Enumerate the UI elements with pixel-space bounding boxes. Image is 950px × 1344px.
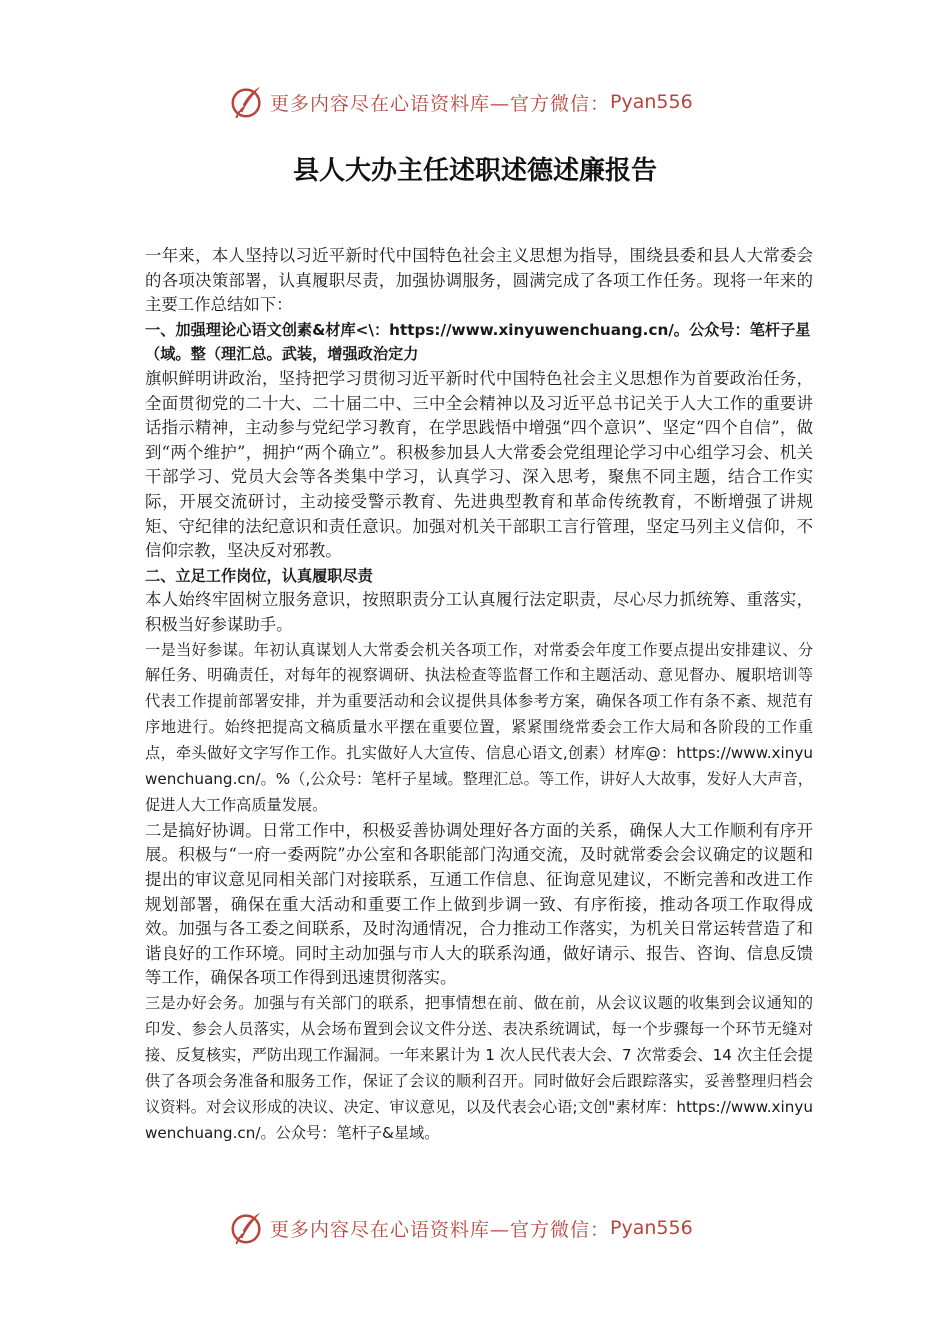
banner-text: 更多内容尽在心语资料库—官方微信： [270,1218,611,1241]
section-2-intro: 本人始终牢固树立服务意识，按照职责分工认真履行法定职责，尽心尽力抓统筹、重落实，积极当好参谋助手。 [145,590,813,634]
quill-pen-logo-icon [228,1209,266,1247]
footer-watermark-banner [228,1208,728,1248]
section-1-heading: 一、加强理论心语文创素&材库<\：https://www.xinyuwenchuang.cn/。公众号：笔杆子星（域。整（理汇总。武装，增强政治定力 [145,320,811,364]
section-2-item-2: 二是搞好协调。日常工作中，积极妥善协调处理好各方面的关系，确保人大工作顺利有序开展。积极与“一府一委两院”办公室和各职能部门沟通交流，及时就常委会会议确定的议题和提出的审议意见同相关部门对接联系，互通工作信息、征询意见建议，不断完善和改进工作规划部署，确保在重大活动和重要工作上做到步调一致、有序衔接，推动各项工作取得成效。加强与各工委之间联系，及时沟通情况，合力推动工作落实，为机关日常运转营造了和谐良好的工作环境。同时主动加强与市人大的联系沟通，做好请示、报告、咨询、信息反馈等工作，确保各项工作得到迅速贯彻落实。 [145,820,813,988]
section-2-heading: 二、立足工作岗位，认真履职尽责 [145,566,373,585]
banner-text: 更多内容尽在心语资料库—官方微信： [270,92,611,115]
section-2-item-1: 一是当好参谋。年初认真谋划人大常委会机关各项工作，对常委会年度工作要点提出安排建议、分解任务、明确责任，对每年的视察调研、执法检查等监督工作和主题活动、意见督办、履职培训等代表工作提前部署安排，并为重要活动和会议提供具体参考方案，确保各项工作有条不紊、规范有序地进行。始终把提高文稿质量水平摆在重要位置，紧紧围绕常委会工作大局和各阶段的工作重点，牵头做好文字写作工作。扎实做好人大宣传、信息心语文,创素）材库@：https://www.xinyuwenchuang.cn/。%（,公众号：笔杆子星域。整理汇总。等工作，讲好人大故事，发好人大声音，促进人大工作高质量发展。 [145,640,813,814]
quill-pen-logo-icon [228,83,266,121]
document-body [145,244,813,1146]
header-watermark-banner [228,82,728,122]
document-title: 县人大办主任述职述德述廉报告 [292,156,657,186]
intro-paragraph: 一年来，本人坚持以习近平新时代中国特色社会主义思想为指导，围绕县委和县人大常委会的各项决策部署，认真履职尽责，加强协调服务，圆满完成了各项工作任务。现将一年来的主要工作总结如下： [145,246,813,315]
section-1-body: 旗帜鲜明讲政治，坚持把学习贯彻习近平新时代中国特色社会主义思想作为首要政治任务，全面贯彻党的二十大、二十届二中、三中全会精神以及习近平总书记关于人大工作的重要讲话指示精神，主动参与党纪学习教育，在学思践悟中增强“四个意识”、坚定“四个自信”，做到“两个维护”，拥护“两个确立”。积极参加县人大常委会党组理论学习中心组学习会、机关干部学习、党员大会等各类集中学习，认真学习、深入思考，聚焦不同主题，结合工作实际，开展交流研讨，主动接受警示教育、先进典型教育和革命传统教育，不断增强了讲规矩、守纪律的法纪意识和责任意识。加强对机关干部职工言行管理，坚定马列主义信仰，不信仰宗教，坚决反对邪教。 [145,368,813,561]
section-2-item-3: 三是办好会务。加强与有关部门的联系，把事情想在前、做在前，从会议议题的收集到会议通知的印发、参会人员落实，从会场布置到会议文件分送、表决系统调试，每一个步骤每一个环节无缝对接、反复核实，严防出现工作漏洞。一年来累计为 1 次人民代表大会、7 次常委会、14 次主任会提供了各项会务准备和服务工作，保证了会议的顺利召开。同时做好会后跟踪落实，妥善整理归档会议资料。对会议形成的决议、决定、审议意见，以及代表会心语;文创"素材库：https://www.xinyuwenchuang.cn/。公众号：笔杆子&星域。 [145,994,813,1142]
banner-wechat-handle: Pyan556 [610,1217,693,1239]
banner-wechat-handle: Pyan556 [610,91,693,113]
